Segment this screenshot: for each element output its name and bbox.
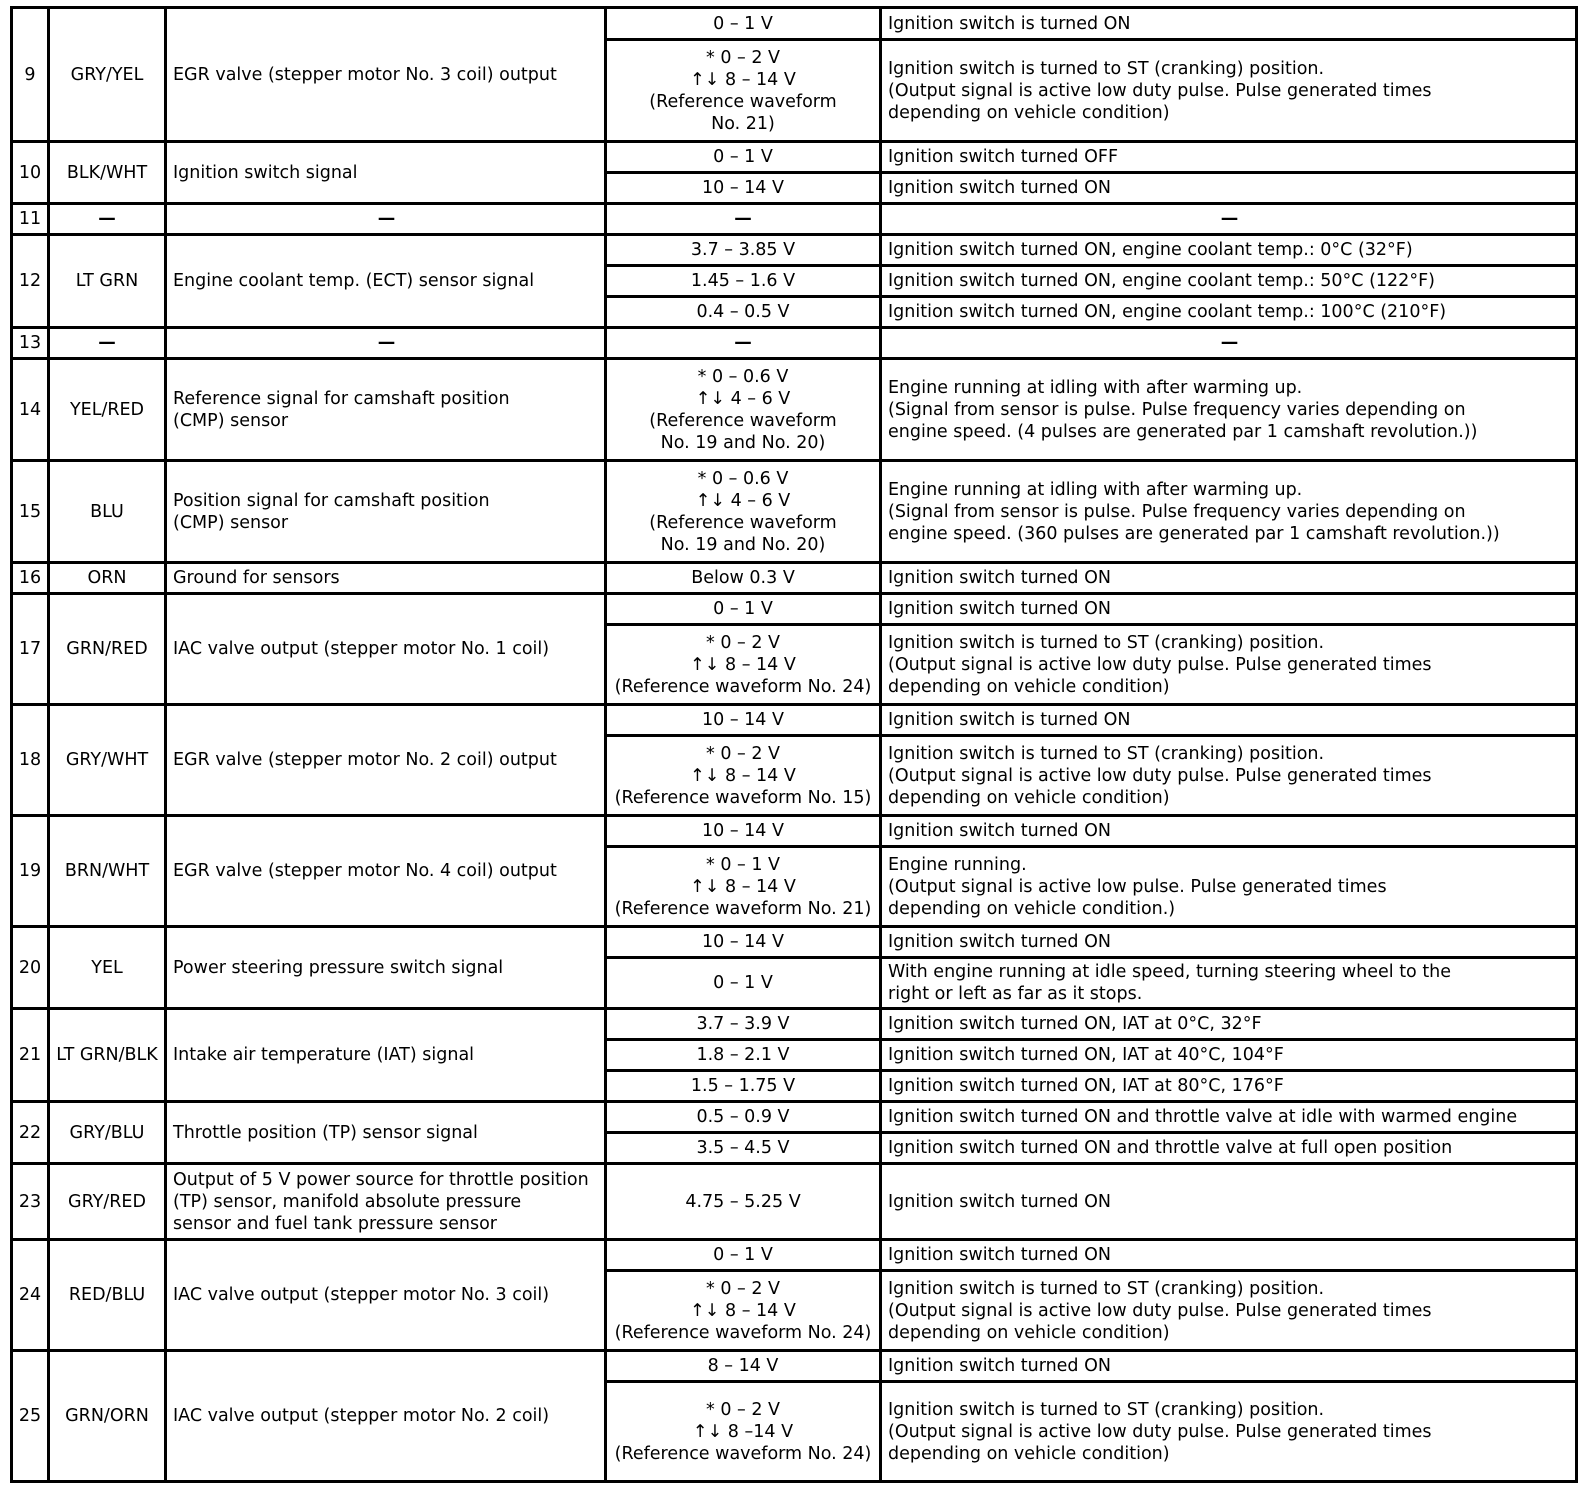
normal-voltage	[606, 594, 881, 625]
text-line: Ignition switch is turned to ST (cranking) position.	[888, 743, 1325, 764]
text-line: * 0 – 2 V	[706, 632, 780, 653]
normal-voltage	[606, 816, 881, 847]
terminal-number: 11	[12, 204, 49, 235]
text-line: IAC valve output (stepper motor No. 2 coil)	[173, 1406, 550, 1426]
test-condition	[881, 625, 1577, 705]
text-line: ↑↓ 4 – 6 V	[695, 388, 791, 409]
text-line: Ignition switch turned ON, IAT at 80°C, 176°F	[888, 1076, 1284, 1096]
text-line: 0 – 1 V	[713, 1245, 773, 1265]
text-line: Ground for sensors	[173, 568, 340, 588]
text-line: (Output signal is active low duty pulse. Pulse generated times	[888, 654, 1432, 675]
test-condition	[881, 461, 1577, 563]
text-line: Intake air temperature (IAT) signal	[173, 1045, 475, 1065]
text-line: 1.5 – 1.75 V	[690, 1076, 796, 1096]
normal-voltage	[606, 266, 881, 297]
circuit-description	[166, 594, 606, 705]
text-line: —	[1220, 333, 1239, 353]
text-line: 10 – 14 V	[702, 710, 784, 730]
normal-voltage	[606, 958, 881, 1009]
circuit-description	[166, 1240, 606, 1351]
text-line: Ignition switch is turned to ST (cranking) position.	[888, 58, 1325, 79]
text-line: 3.5 – 4.5 V	[696, 1138, 790, 1158]
test-condition	[881, 1382, 1577, 1482]
text-line: ↑↓ 8 – 14 V	[690, 1300, 796, 1321]
text-line: * 0 – 0.6 V	[697, 468, 789, 489]
text-line: Ignition switch turned ON, engine coolant temp.: 50°C (122°F)	[888, 271, 1435, 291]
terminal-number: 25	[12, 1351, 49, 1482]
text-line: depending on vehicle condition)	[888, 102, 1170, 123]
table-row	[12, 1351, 1577, 1382]
wire-color: RED/BLU	[49, 1240, 166, 1351]
test-condition	[881, 563, 1577, 594]
normal-voltage	[606, 461, 881, 563]
test-condition	[881, 847, 1577, 927]
circuit-description	[166, 328, 606, 359]
table-row	[12, 1009, 1577, 1040]
test-condition	[881, 266, 1577, 297]
wire-color: GRY/WHT	[49, 705, 166, 816]
test-condition	[881, 594, 1577, 625]
text-line: 8 – 14 V	[707, 1356, 779, 1376]
text-line: ↑↓ 8 – 14 V	[690, 69, 796, 90]
text-line: With engine running at idle speed, turning steering wheel to the	[888, 962, 1452, 982]
text-line: engine speed. (360 pulses are generated par 1 camshaft revolution.))	[888, 523, 1500, 544]
wire-color: YEL	[49, 927, 166, 1009]
text-line: 0.5 – 0.9 V	[696, 1107, 790, 1127]
text-line: Below 0.3 V	[691, 568, 795, 588]
text-line: (Reference waveform	[649, 410, 837, 431]
normal-voltage	[606, 1133, 881, 1164]
text-line: (Signal from sensor is pulse. Pulse frequency varies depending on	[888, 399, 1466, 420]
text-line: * 0 – 2 V	[706, 47, 780, 68]
normal-voltage	[606, 1164, 881, 1240]
test-condition	[881, 1271, 1577, 1351]
circuit-description	[166, 8, 606, 142]
normal-voltage	[606, 705, 881, 736]
text-line: ↑↓ 8 – 14 V	[690, 765, 796, 786]
test-condition	[881, 297, 1577, 328]
normal-voltage	[606, 1102, 881, 1133]
text-line: IAC valve output (stepper motor No. 3 coil)	[173, 1285, 550, 1305]
table-row	[12, 235, 1577, 266]
text-line: 1.45 – 1.6 V	[690, 271, 796, 291]
terminal-number: 18	[12, 705, 49, 816]
table-row	[12, 461, 1577, 563]
text-line: Ignition switch turned ON	[888, 568, 1111, 588]
table-row	[12, 1102, 1577, 1133]
normal-voltage	[606, 235, 881, 266]
text-line: Position signal for camshaft position	[173, 490, 490, 511]
text-line: Ignition switch turned ON, IAT at 40°C, 104°F	[888, 1045, 1284, 1065]
circuit-description	[166, 927, 606, 1009]
text-line: * 0 – 0.6 V	[697, 366, 789, 387]
text-line: (Reference waveform	[649, 512, 837, 533]
wire-color: BRN/WHT	[49, 816, 166, 927]
text-line: EGR valve (stepper motor No. 3 coil) output	[173, 64, 557, 85]
terminal-number: 21	[12, 1009, 49, 1102]
text-line: 10 – 14 V	[702, 932, 784, 952]
table-row	[12, 563, 1577, 594]
normal-voltage	[606, 173, 881, 204]
text-line: sensor and fuel tank pressure sensor	[173, 1213, 498, 1234]
table-row	[12, 705, 1577, 736]
text-line: Engine running.	[888, 854, 1027, 875]
circuit-description	[166, 1164, 606, 1240]
text-line: ↑↓ 8 – 14 V	[690, 654, 796, 675]
test-condition	[881, 736, 1577, 816]
text-line: * 0 – 2 V	[706, 1278, 780, 1299]
wire-color: GRY/RED	[49, 1164, 166, 1240]
text-line: Ignition switch turned ON	[888, 1191, 1111, 1212]
test-condition	[881, 204, 1577, 235]
text-line: 10 – 14 V	[702, 178, 784, 198]
text-line: Engine running at idling with after warming up.	[888, 479, 1303, 500]
text-line: depending on vehicle condition)	[888, 787, 1170, 808]
text-line: (Reference waveform	[649, 91, 837, 112]
text-line: ↑↓ 8 – 14 V	[690, 876, 796, 897]
text-line: 0 – 1 V	[713, 147, 773, 167]
normal-voltage	[606, 1071, 881, 1102]
text-line: (Reference waveform No. 24)	[614, 1322, 872, 1343]
text-line: (Output signal is active low duty pulse. Pulse generated times	[888, 80, 1432, 101]
terminal-number: 16	[12, 563, 49, 594]
terminal-number: 13	[12, 328, 49, 359]
test-condition	[881, 927, 1577, 958]
text-line: —	[734, 209, 752, 229]
test-condition	[881, 1164, 1577, 1240]
normal-voltage	[606, 359, 881, 461]
text-line: EGR valve (stepper motor No. 2 coil) output	[173, 750, 557, 770]
text-line: Output of 5 V power source for throttle position	[173, 1169, 589, 1190]
text-line: Engine running at idling with after warming up.	[888, 377, 1303, 398]
normal-voltage	[606, 625, 881, 705]
text-line: Engine coolant temp. (ECT) sensor signal	[173, 271, 535, 291]
text-line: 0 – 1 V	[713, 13, 773, 34]
wire-color: BLK/WHT	[49, 142, 166, 204]
wire-color: —	[49, 204, 166, 235]
ecm-terminal-table	[10, 6, 1578, 1483]
text-line: 3.7 – 3.85 V	[690, 240, 796, 260]
test-condition	[881, 816, 1577, 847]
text-line: depending on vehicle condition)	[888, 1443, 1170, 1464]
text-line: (Reference waveform No. 21)	[614, 898, 872, 919]
text-line: —	[377, 333, 396, 353]
wire-color: GRY/BLU	[49, 1102, 166, 1164]
wire-color: LT GRN/BLK	[49, 1009, 166, 1102]
text-line: —	[1220, 209, 1239, 229]
table-row	[12, 359, 1577, 461]
text-line: Power steering pressure switch signal	[173, 957, 504, 978]
wire-color: ORN	[49, 563, 166, 594]
text-line: (CMP) sensor	[173, 512, 289, 533]
table-row	[12, 328, 1577, 359]
text-line: ↑↓ 8 –14 V	[692, 1421, 794, 1442]
text-line: (Reference waveform No. 24)	[614, 676, 872, 697]
text-line: (Output signal is active low pulse. Pulse generated times	[888, 876, 1387, 897]
test-condition	[881, 705, 1577, 736]
text-line: Ignition switch turned ON and throttle valve at idle with warmed engine	[888, 1107, 1518, 1127]
circuit-description	[166, 1351, 606, 1482]
terminal-number: 10	[12, 142, 49, 204]
text-line: EGR valve (stepper motor No. 4 coil) output	[173, 861, 557, 881]
text-line: (TP) sensor, manifold absolute pressure	[173, 1191, 522, 1212]
normal-voltage	[606, 1351, 881, 1382]
wire-color: GRN/ORN	[49, 1351, 166, 1482]
circuit-description	[166, 816, 606, 927]
text-line: Ignition switch turned ON	[888, 599, 1111, 619]
test-condition	[881, 1102, 1577, 1133]
test-condition	[881, 1071, 1577, 1102]
test-condition	[881, 142, 1577, 173]
wire-color: LT GRN	[49, 235, 166, 328]
text-line: Ignition switch is turned to ST (cranking) position.	[888, 1399, 1325, 1420]
text-line: depending on vehicle condition)	[888, 676, 1170, 697]
text-line: Throttle position (TP) sensor signal	[173, 1122, 478, 1143]
test-condition	[881, 359, 1577, 461]
ecm-terminal-table-page	[10, 6, 1575, 1481]
normal-voltage	[606, 1040, 881, 1071]
normal-voltage	[606, 1382, 881, 1482]
text-line: No. 19 and No. 20)	[660, 534, 826, 555]
text-line: 0.4 – 0.5 V	[696, 302, 790, 322]
text-line: 3.7 – 3.9 V	[696, 1014, 790, 1034]
text-line: 4.75 – 5.25 V	[685, 1191, 801, 1212]
terminal-number: 14	[12, 359, 49, 461]
normal-voltage	[606, 927, 881, 958]
wire-color: —	[49, 328, 166, 359]
terminal-number: 19	[12, 816, 49, 927]
text-line: * 0 – 2 V	[706, 743, 780, 764]
test-condition	[881, 958, 1577, 1009]
circuit-description	[166, 204, 606, 235]
text-line: Ignition switch turned ON	[888, 932, 1111, 952]
text-line: engine speed. (4 pulses are generated par 1 camshaft revolution.))	[888, 421, 1478, 442]
text-line: * 0 – 2 V	[706, 1399, 780, 1420]
text-line: IAC valve output (stepper motor No. 1 coil)	[173, 639, 550, 659]
terminal-number: 15	[12, 461, 49, 563]
normal-voltage	[606, 204, 881, 235]
test-condition	[881, 1009, 1577, 1040]
normal-voltage	[606, 142, 881, 173]
test-condition	[881, 8, 1577, 40]
normal-voltage	[606, 297, 881, 328]
wire-color: YEL/RED	[49, 359, 166, 461]
terminal-number: 12	[12, 235, 49, 328]
text-line: Ignition switch turned OFF	[888, 147, 1119, 167]
text-line: right or left as far as it stops.	[888, 984, 1143, 1004]
circuit-description	[166, 1009, 606, 1102]
test-condition	[881, 1133, 1577, 1164]
text-line: Ignition switch is turned ON	[888, 13, 1131, 34]
text-line: (Signal from sensor is pulse. Pulse frequency varies depending on	[888, 501, 1466, 522]
text-line: depending on vehicle condition.)	[888, 898, 1176, 919]
normal-voltage	[606, 1009, 881, 1040]
circuit-description	[166, 563, 606, 594]
text-line: —	[377, 209, 396, 229]
text-line: Ignition switch turned ON	[888, 178, 1111, 198]
test-condition	[881, 1351, 1577, 1382]
terminal-number: 9	[12, 8, 49, 142]
text-line: No. 19 and No. 20)	[660, 432, 826, 453]
terminal-number: 22	[12, 1102, 49, 1164]
table-row	[12, 927, 1577, 958]
text-line: (Reference waveform No. 15)	[614, 787, 872, 808]
terminal-number: 23	[12, 1164, 49, 1240]
text-line: 0 – 1 V	[713, 599, 773, 619]
text-line: Reference signal for camshaft position	[173, 388, 510, 409]
normal-voltage	[606, 1271, 881, 1351]
text-line: Ignition switch signal	[173, 162, 358, 183]
circuit-description	[166, 1102, 606, 1164]
normal-voltage	[606, 736, 881, 816]
test-condition	[881, 173, 1577, 204]
text-line: Ignition switch turned ON	[888, 821, 1111, 841]
text-line: 1.8 – 2.1 V	[696, 1045, 790, 1065]
normal-voltage	[606, 40, 881, 142]
table-row	[12, 1164, 1577, 1240]
text-line: 10 – 14 V	[702, 821, 784, 841]
text-line: depending on vehicle condition)	[888, 1322, 1170, 1343]
text-line: Ignition switch is turned to ST (cranking) position.	[888, 632, 1325, 653]
text-line: Ignition switch turned ON	[888, 1356, 1111, 1376]
table-row	[12, 1240, 1577, 1271]
text-line: Ignition switch turned ON and throttle valve at full open position	[888, 1138, 1453, 1158]
text-line: —	[734, 333, 752, 353]
text-line: Ignition switch turned ON, IAT at 0°C, 32°F	[888, 1014, 1262, 1034]
test-condition	[881, 235, 1577, 266]
terminal-number: 20	[12, 927, 49, 1009]
text-line: Ignition switch turned ON, engine coolant temp.: 100°C (210°F)	[888, 302, 1447, 322]
text-line: Ignition switch is turned to ST (cranking) position.	[888, 1278, 1325, 1299]
text-line: ↑↓ 4 – 6 V	[695, 490, 791, 511]
normal-voltage	[606, 328, 881, 359]
text-line: (Reference waveform No. 24)	[614, 1443, 872, 1464]
test-condition	[881, 1240, 1577, 1271]
normal-voltage	[606, 1240, 881, 1271]
text-line: No. 21)	[711, 113, 775, 134]
circuit-description	[166, 235, 606, 328]
wire-color: BLU	[49, 461, 166, 563]
circuit-description	[166, 142, 606, 204]
test-condition	[881, 1040, 1577, 1071]
circuit-description	[166, 359, 606, 461]
wire-color: GRY/YEL	[49, 8, 166, 142]
circuit-description	[166, 461, 606, 563]
text-line: (CMP) sensor	[173, 410, 289, 431]
table-body	[12, 8, 1577, 1482]
normal-voltage	[606, 8, 881, 40]
text-line: 0 – 1 V	[713, 973, 773, 993]
text-line: Ignition switch turned ON, engine coolant temp.: 0°C (32°F)	[888, 240, 1413, 260]
text-line: * 0 – 1 V	[706, 854, 780, 875]
wire-color: GRN/RED	[49, 594, 166, 705]
test-condition	[881, 328, 1577, 359]
text-line: Ignition switch is turned ON	[888, 710, 1131, 730]
terminal-number: 24	[12, 1240, 49, 1351]
test-condition	[881, 40, 1577, 142]
terminal-number: 17	[12, 594, 49, 705]
circuit-description	[166, 705, 606, 816]
table-row	[12, 142, 1577, 173]
text-line: (Output signal is active low duty pulse. Pulse generated times	[888, 765, 1432, 786]
table-row	[12, 8, 1577, 40]
table-row	[12, 204, 1577, 235]
normal-voltage	[606, 847, 881, 927]
table-row	[12, 594, 1577, 625]
table-row	[12, 816, 1577, 847]
normal-voltage	[606, 563, 881, 594]
text-line: Ignition switch turned ON	[888, 1245, 1111, 1265]
text-line: (Output signal is active low duty pulse. Pulse generated times	[888, 1300, 1432, 1321]
text-line: (Output signal is active low duty pulse. Pulse generated times	[888, 1421, 1432, 1442]
